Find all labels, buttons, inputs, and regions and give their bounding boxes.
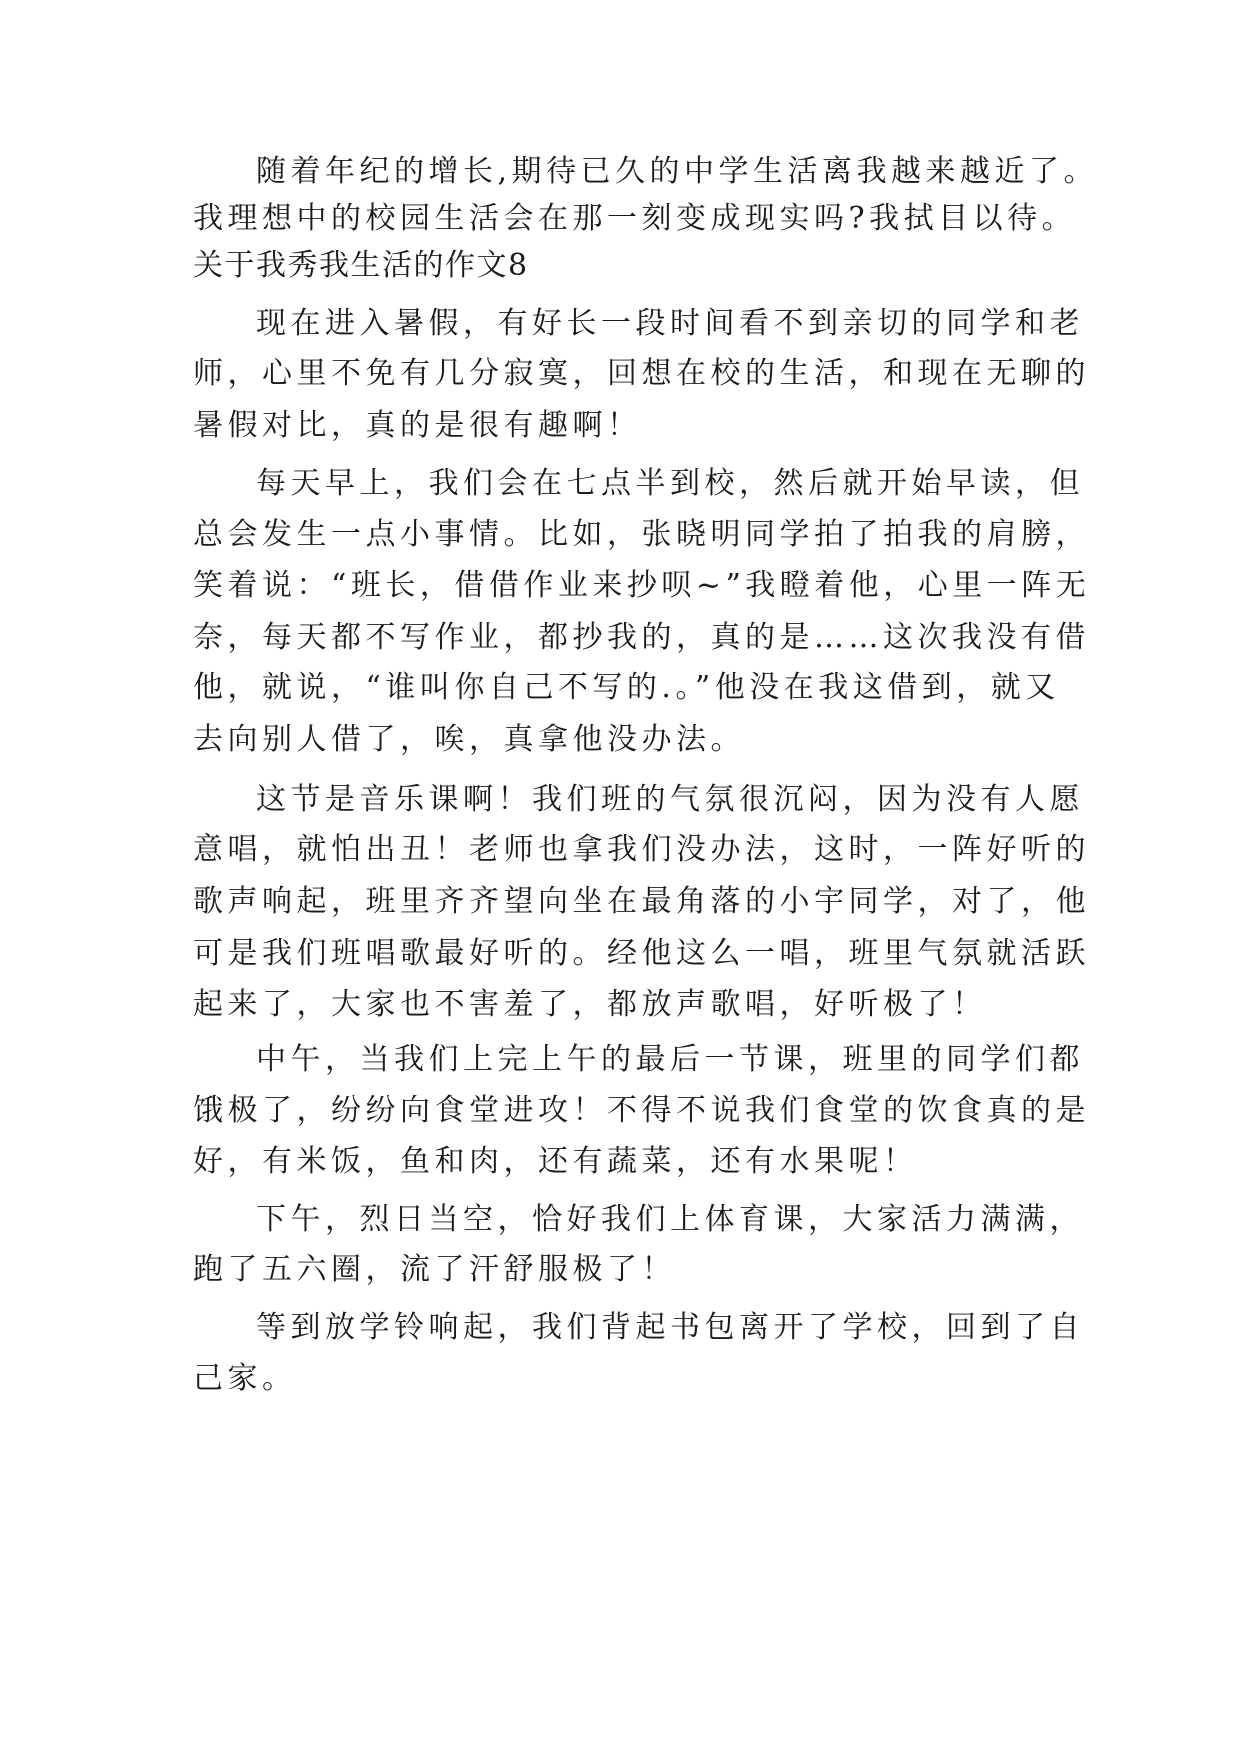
text-line: 随着年纪的增长,期待已久的中学生活离我越来越近了。 — [256, 154, 1099, 189]
text-line: 意唱，就怕出丑！老师也拿我们没办法，这时，一阵好听的 — [193, 832, 1090, 867]
text-line: 下午，烈日当空，恰好我们上体育课，大家活力满满， — [256, 1202, 1084, 1237]
text-line: 己家。 — [193, 1361, 297, 1396]
text-line: 起来了，大家也不害羞了，都放声歌唱，好听极了！ — [193, 987, 987, 1022]
text-line: 跑了五六圈，流了汗舒服极了！ — [193, 1252, 676, 1287]
text-line: 去向别人借了，唉，真拿他没办法。 — [193, 722, 745, 757]
text-line: 我理想中的校园生活会在那一刻变成现实吗?我拭目以待。 — [193, 201, 1077, 236]
text-line: 笑着说：“班长，借借作业来抄呗~”我瞪着他，心里一阵无 — [193, 568, 1091, 603]
text-line: 总会发生一点小事情。比如，张晓明同学拍了拍我的肩膀， — [193, 517, 1090, 552]
text-line: 暑假对比，真的是很有趣啊！ — [193, 408, 642, 443]
text-line: 等到放学铃响起，我们背起书包离开了学校，回到了自 — [256, 1310, 1084, 1345]
text-line: 每天早上，我们会在七点半到校，然后就开始早读，但 — [256, 466, 1084, 501]
text-line: 歌声响起，班里齐齐望向坐在最角落的小宇同学，对了，他 — [193, 884, 1090, 919]
text-line: 可是我们班唱歌最好听的。经他这么一唱，班里气氛就活跃 — [193, 936, 1090, 971]
text-line: 这节是音乐课啊！我们班的气氛很沉闷，因为没有人愿 — [256, 782, 1084, 817]
section-title: 关于我秀我生活的作文8 — [193, 248, 529, 283]
text-line: 现在进入暑假，有好长一段时间看不到亲切的同学和老 — [256, 306, 1084, 341]
text-line: 师，心里不免有几分寂寞，回想在校的生活，和现在无聊的 — [193, 356, 1090, 391]
text-line: 好，有米饭，鱼和肉，还有蔬菜，还有水果呢！ — [193, 1144, 918, 1179]
text-line: 他，就说，“谁叫你自己不写的.。”他没在我这借到，就又 — [193, 670, 1060, 705]
text-line: 奈，每天都不写作业，都抄我的，真的是……这次我没有借 — [193, 620, 1090, 655]
text-line: 中午，当我们上完上午的最后一节课，班里的同学们都 — [256, 1042, 1084, 1077]
text-line: 饿极了，纷纷向食堂进攻！不得不说我们食堂的饮食真的是 — [193, 1093, 1090, 1128]
